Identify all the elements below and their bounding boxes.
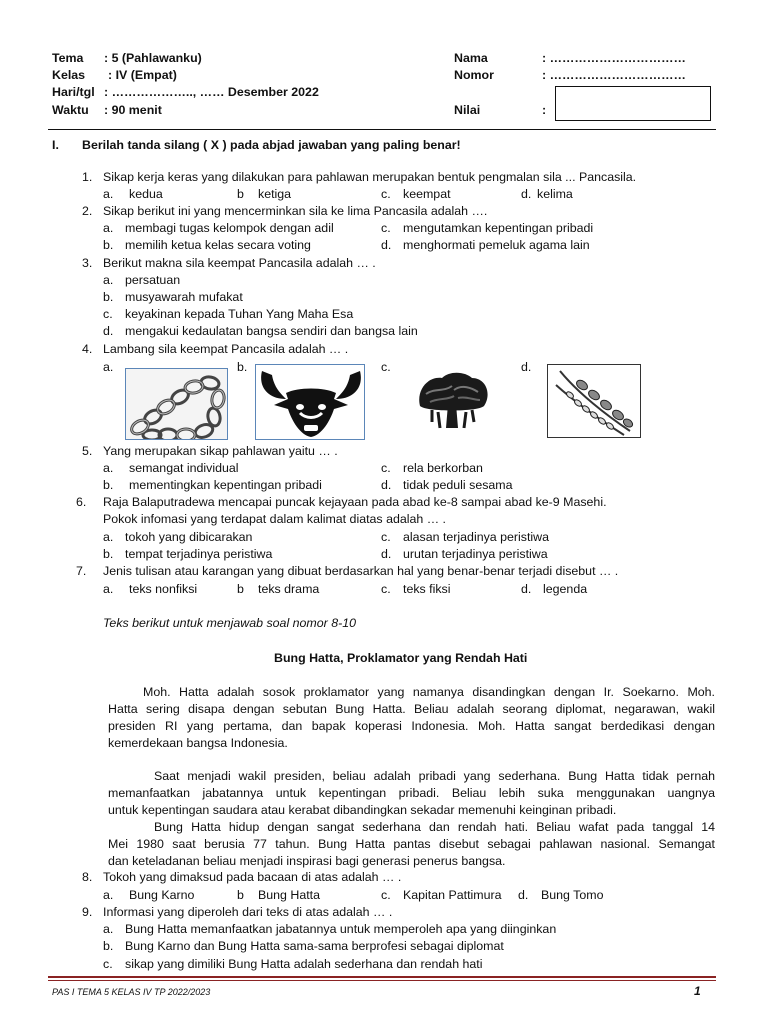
q1-number: 1. [82, 170, 93, 184]
q5-d-label: d. [381, 478, 392, 492]
page-number: 1 [694, 984, 701, 998]
bull-head-image[interactable] [255, 364, 365, 440]
q9-number: 9. [82, 905, 93, 919]
q3-a-label: a. [103, 273, 114, 287]
footer-label: PAS I TEMA 5 KELAS IV TP 2022/2023 [52, 987, 211, 997]
q6-d-label: d. [381, 547, 392, 561]
tema-label: Tema [52, 51, 84, 65]
q8-b-label: b [237, 888, 244, 902]
q3-number: 3. [82, 256, 93, 270]
nomor-value: : …………………………… [542, 68, 686, 82]
q7-a-text: teks nonfiksi [129, 582, 198, 596]
q4-d-label: d. [521, 360, 532, 374]
q6-text: Raja Balaputradewa mencapai puncak kejayaan pada abad ke-8 sampai abad ke-9 Masehi. [103, 495, 607, 509]
q6-a-text: tokoh yang dibicarakan [125, 530, 253, 544]
q6-a-label: a. [103, 530, 114, 544]
q7-c-label: c. [381, 582, 391, 596]
q5-number: 5. [82, 444, 93, 458]
q2-d-text: menghormati pemeluk agama lain [403, 238, 590, 252]
q3-c-text: keyakinan kepada Tuhan Yang Maha Esa [125, 307, 354, 321]
q6-c-text: alasan terjadinya peristiwa [403, 530, 550, 544]
q3-a-text: persatuan [125, 273, 181, 287]
kelas-label: Kelas [52, 68, 86, 82]
q8-number: 8. [82, 870, 93, 884]
q3-d-text: mengakui kedaulatan bangsa sendiri dan bangsa lain [125, 324, 418, 338]
kelas-value: : IV (Empat) [108, 68, 177, 82]
q1-a-text: kedua [129, 187, 163, 201]
q1-a-label: a. [103, 187, 114, 201]
q4-b-label: b. [237, 360, 248, 374]
nama-value: : …………………………… [542, 51, 686, 65]
q1-c-label: c. [381, 187, 391, 201]
q7-b-label: b [237, 582, 244, 596]
q4-text: Lambang sila keempat Pancasila adalah … . [103, 342, 349, 356]
q1-b-text: ketiga [258, 187, 292, 201]
q1-c-text: keempat [403, 187, 451, 201]
q7-b-text: teks drama [258, 582, 320, 596]
reading-paragraph-3: Bung Hatta hidup dengan sangat sederhana dan rendah hati. Beliau wafat pada tanggal 14 Mei 1980 saat berusia 77 tahun. Bung Hatta pantas disebut sebagai pahlawan nasional. Semangat dan keteladanan beliau menjadi inspirasi bagi generasi penerus bangsa. [108, 820, 715, 868]
q2-b-text: memilih ketua kelas secara voting [125, 238, 311, 252]
q5-a-label: a. [103, 461, 114, 475]
q8-d-text: Bung Tomo [541, 888, 604, 902]
q5-d-text: tidak peduli sesama [403, 478, 513, 492]
q7-number: 7. [76, 564, 87, 578]
q2-a-label: a. [103, 221, 114, 235]
q9-a-label: a. [103, 922, 114, 936]
nilai-value: : [542, 103, 547, 117]
q2-c-text: mengutamkan kepentingan pribadi [403, 221, 594, 235]
q7-text: Jenis tulisan atau karangan yang dibuat berdasarkan hal yang benar-benar terjadi disebut … . [103, 564, 619, 578]
q8-c-text: Kapitan Pattimura [403, 888, 502, 902]
banyan-tree-image[interactable] [414, 370, 491, 432]
nilai-label: Nilai [454, 103, 481, 117]
q9-b-label: b. [103, 939, 114, 953]
rice-cotton-image[interactable] [547, 364, 641, 438]
q1-text: Sikap kerja keras yang dilakukan para pahlawan merupakan bentuk pengmalan sila ... Pancasila. [103, 170, 637, 184]
q9-a-text: Bung Hatta memanfaatkan jabatannya untuk memperoleh apa yang diinginkan [125, 922, 557, 936]
q9-c-text: sikap yang dimiliki Bung Hatta adalah sederhana dan rendah hati [125, 957, 483, 971]
reading-paragraph-1: Moh. Hatta adalah sosok proklamator yang namanya disandingkan dengan Ir. Soekarno. Moh. Hatta sering disapa dengan sebutan Bung Hatta. Beliau adalah seorang diplomat, negarawan, wakil presiden RI yang pertama, dan bapak koperasi Indonesia. Moh. Hatta sangat berdedikasi dengan kemerdekaan bangsa Indonesia. [108, 685, 715, 750]
q6-number: 6. [76, 495, 87, 509]
q6-c-label: c. [381, 530, 391, 544]
q7-d-label: d. [521, 582, 532, 596]
q3-b-label: b. [103, 290, 114, 304]
hari-label: Hari/tgl [52, 85, 95, 99]
q8-a-label: a. [103, 888, 114, 902]
reading-paragraph-2: Saat menjadi wakil presiden, beliau adalah pribadi yang sederhana. Bung Hatta tidak pernah memanfaatkan jabatannya untuk kepentingan pribadi. Beliau lebih suka menggunakan uangnya untuk kepentingan saudara atau kerabat dibandingkan sekadar memenuhi keinginan pribadi. [108, 769, 715, 817]
nilai-box[interactable] [555, 86, 711, 121]
q7-a-label: a. [103, 582, 114, 596]
q9-c-label: c. [103, 957, 113, 971]
waktu-label: Waktu [52, 103, 89, 117]
q6-b-label: b. [103, 547, 114, 561]
tema-value: : 5 (Pahlawanku) [104, 51, 202, 65]
q3-d-label: d. [103, 324, 114, 338]
q2-d-label: d. [381, 238, 392, 252]
reading-intro: Teks berikut untuk menjawab soal nomor 8-10 [103, 616, 356, 630]
waktu-value: : 90 menit [104, 103, 162, 117]
header-divider [48, 129, 716, 130]
q1-d-label: d. [521, 187, 532, 201]
q7-c-text: teks fiksi [403, 582, 451, 596]
q8-a-text: Bung Karno [129, 888, 195, 902]
q2-a-text: membagi tugas kelompok dengan adil [125, 221, 334, 235]
q4-a-label: a. [103, 360, 114, 374]
nomor-label: Nomor [454, 68, 494, 82]
q3-text: Berikut makna sila keempat Pancasila adalah … . [103, 256, 376, 270]
footer-rule-thin [48, 980, 716, 981]
q3-c-label: c. [103, 307, 113, 321]
q5-c-text: rela berkorban [403, 461, 483, 475]
q8-text: Tokoh yang dimaksud pada bacaan di atas adalah … . [103, 870, 402, 884]
q8-d-label: d. [518, 888, 529, 902]
section-number: I. [52, 138, 59, 152]
chain-image[interactable] [125, 368, 228, 440]
q2-b-label: b. [103, 238, 114, 252]
reading-title: Bung Hatta, Proklamator yang Rendah Hati [274, 651, 528, 665]
q9-b-text: Bung Karno dan Bung Hatta sama-sama berprofesi sebagai diplomat [125, 939, 504, 953]
q5-a-text: semangat individual [129, 461, 239, 475]
q5-b-text: mementingkan kepentingan pribadi [129, 478, 322, 492]
q1-d-text: kelima [537, 187, 573, 201]
q5-b-label: b. [103, 478, 114, 492]
q2-number: 2. [82, 204, 93, 218]
q6-text2: Pokok infomasi yang terdapat dalam kalimat diatas adalah … . [103, 512, 446, 526]
q5-text: Yang merupakan sikap pahlawan yaitu … . [103, 444, 338, 458]
section-instruction: Berilah tanda silang ( X ) pada abjad jawaban yang paling benar! [82, 138, 461, 152]
q7-d-text: legenda [543, 582, 588, 596]
q3-b-text: musyawarah mufakat [125, 290, 243, 304]
q4-number: 4. [82, 342, 93, 356]
hari-value: : ……………….., …… Desember 2022 [104, 85, 319, 99]
q2-c-label: c. [381, 221, 391, 235]
q6-b-text: tempat terjadinya peristiwa [125, 547, 273, 561]
q8-b-text: Bung Hatta [258, 888, 320, 902]
q8-c-label: c. [381, 888, 391, 902]
q6-d-text: urutan terjadinya peristiwa [403, 547, 548, 561]
q5-c-label: c. [381, 461, 391, 475]
footer-rule-thick [48, 976, 716, 978]
nama-label: Nama [454, 51, 488, 65]
q2-text: Sikap berikut ini yang mencerminkan sila ke lima Pancasila adalah …. [103, 204, 488, 218]
q4-c-label: c. [381, 360, 391, 374]
q1-b-label: b [237, 187, 244, 201]
q9-text: Informasi yang diperoleh dari teks di atas adalah … . [103, 905, 393, 919]
